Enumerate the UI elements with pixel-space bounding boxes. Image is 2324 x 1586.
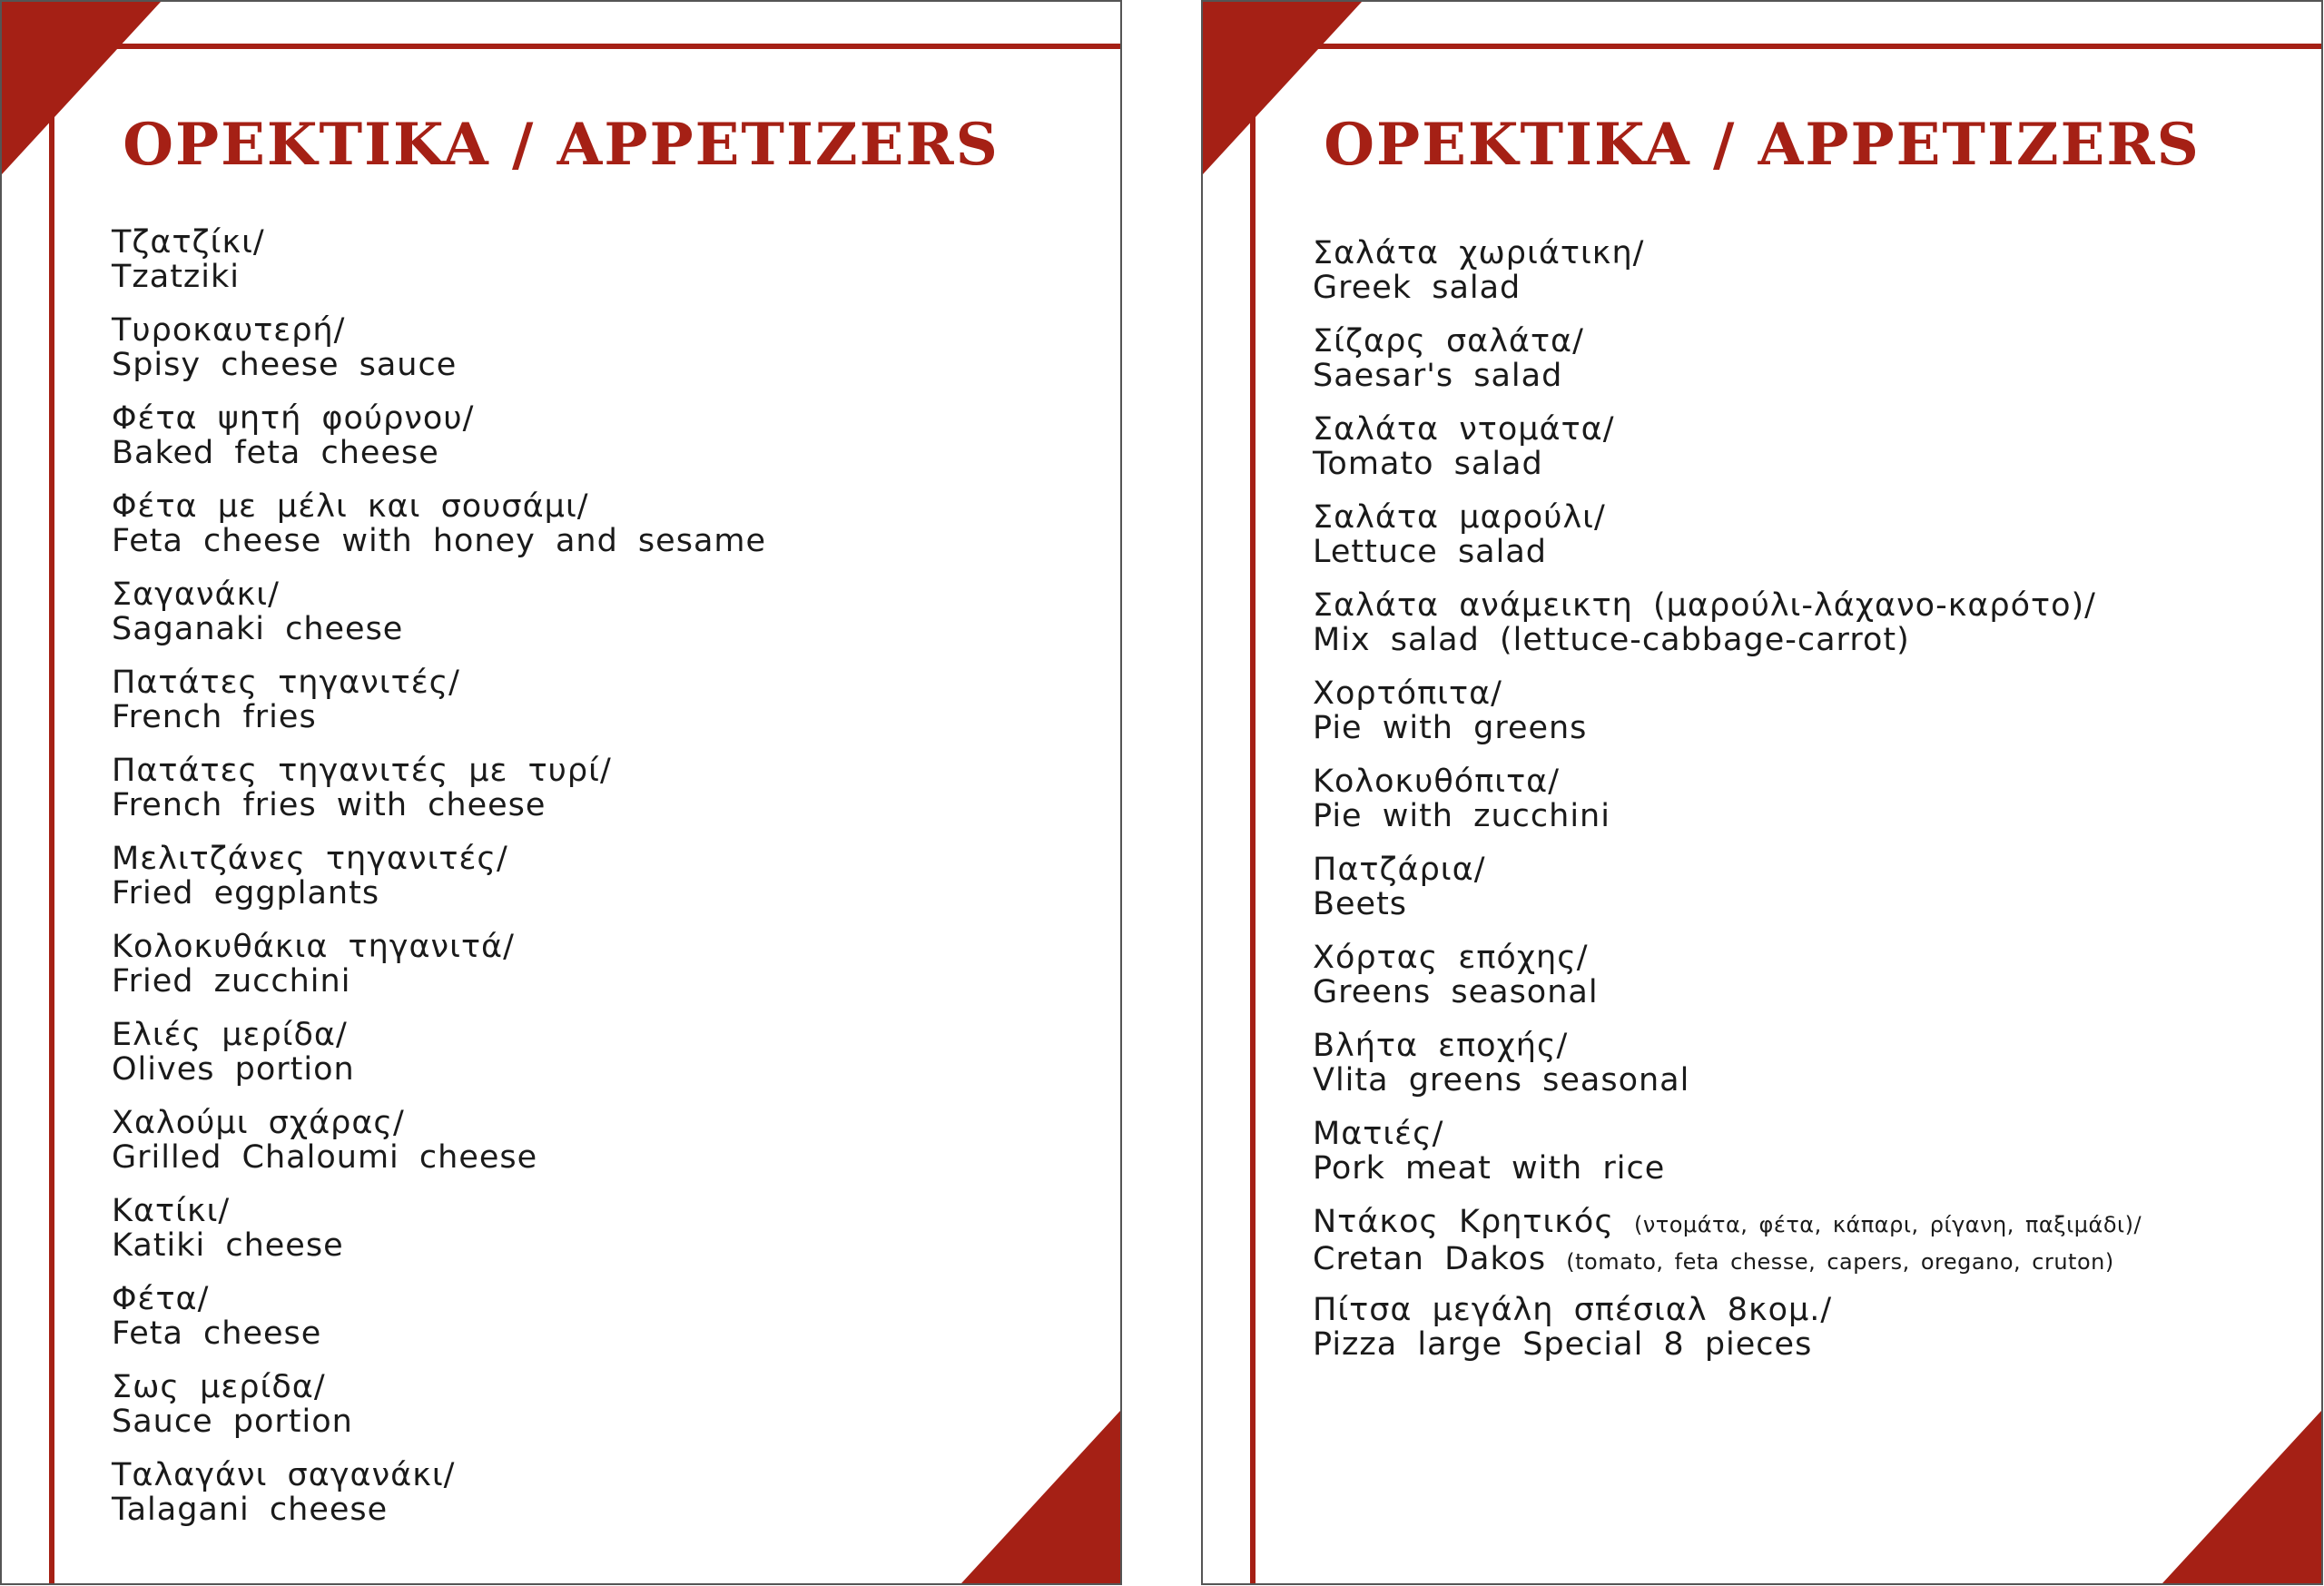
menu-item [112, 1018, 766, 1106]
item-greek-name: Σαλάτα ανάμεικτη (μαρούλι-λάχανο-καρότο)/ [1313, 587, 2096, 624]
menu-item [112, 489, 766, 577]
menu-page-left [0, 0, 1122, 1585]
menu-item [1313, 500, 2142, 588]
item-greek-name: Σαλάτα χωριάτικη/ [1313, 235, 1645, 271]
item-greek-name: Σαγανάκι/ [112, 576, 280, 613]
item-english-name: Saganaki cheese [112, 611, 404, 647]
item-greek-name: Πατζάρια/ [1313, 852, 1486, 888]
corner-decoration-bottom-right [2162, 1411, 2321, 1583]
item-greek-ingredients: (ντομάτα, φέτα, κάπαρι, ρίγανη, παξιμάδι)/ [1634, 1212, 2142, 1237]
menu-item [1313, 941, 2142, 1029]
item-greek-name: Σως μερίδα/ [112, 1369, 326, 1405]
menu-item [112, 930, 766, 1018]
menu-list [112, 225, 766, 1546]
menu-item [112, 1106, 766, 1194]
item-greek-name: Κατίκι/ [112, 1193, 231, 1229]
item-english-name: Cretan Dakos [1313, 1241, 1547, 1277]
item-english-name: Pork meat with rice [1313, 1150, 1666, 1187]
item-greek-name: Πατάτες τηγανιτές/ [112, 665, 460, 701]
item-english-name: Baked feta cheese [112, 435, 439, 471]
menu-item [1313, 852, 2142, 941]
item-greek-name: Χόρτας επόχης/ [1313, 940, 1589, 976]
item-greek-name: Φέτα με μέλι και σουσάμι/ [112, 488, 589, 525]
item-english-name: Fried eggplants [112, 875, 380, 911]
item-greek-name: Σαλάτα μαρούλι/ [1313, 499, 1606, 536]
item-english-name: Lettuce salad [1313, 534, 1548, 570]
top-rule [1203, 44, 2321, 49]
item-greek-name: Χαλούμι σχάρας/ [112, 1105, 405, 1141]
item-english-name: Tomato salad [1313, 446, 1543, 482]
left-rule [1250, 2, 1256, 1583]
menu-item [1313, 676, 2142, 764]
item-english-name: Vlita greens seasonal [1313, 1062, 1690, 1098]
item-english-name: Pie with zucchini [1313, 798, 1610, 834]
menu-item [112, 1282, 766, 1370]
item-greek-name: Βλήτα εποχής/ [1313, 1028, 1569, 1064]
item-greek-name: Ταλαγάνι σαγανάκι/ [112, 1457, 456, 1493]
menu-item [1313, 1029, 2142, 1117]
item-greek-name: Ματιές/ [1313, 1116, 1444, 1152]
corner-decoration-bottom-right [961, 1411, 1120, 1583]
item-greek-name: Κολοκυθάκια τηγανιτά/ [112, 929, 515, 965]
item-english-name: Fried zucchini [112, 963, 351, 1000]
item-english-name: Tzatziki [112, 259, 241, 295]
item-greek-name: Πίτσα μεγάλη σπέσιαλ 8κομ./ [1313, 1292, 1833, 1328]
menu-item [1313, 588, 2142, 676]
item-english-name: Mix salad (lettuce-cabbage-carrot) [1313, 622, 1910, 658]
menu-item [112, 577, 766, 665]
item-greek-name: Μελιτζάνες τηγανιτές/ [112, 841, 508, 877]
menu-item [112, 754, 766, 842]
item-english-name: Pie with greens [1313, 710, 1588, 746]
menu-item [1313, 764, 2142, 852]
menu-item [1313, 1293, 2142, 1381]
menu-item [112, 665, 766, 754]
menu-item [1313, 1205, 2142, 1293]
item-greek-name: Χορτόπιτα/ [1313, 675, 1502, 712]
item-english-name: Spisy cheese sauce [112, 347, 458, 383]
menu-item [112, 313, 766, 401]
item-english-ingredients: (tomato, feta chesse, capers, oregano, cruton) [1566, 1249, 2114, 1275]
menu-item [1313, 236, 2142, 324]
item-greek-name: Κολοκυθόπιτα/ [1313, 763, 1561, 800]
item-english-name: Saesar's salad [1313, 358, 1563, 394]
item-greek-name: Ελιές μερίδα/ [112, 1017, 348, 1053]
item-english-name: French fries with cheese [112, 787, 547, 823]
menu-item [112, 842, 766, 930]
item-english-name: Katiki cheese [112, 1227, 344, 1264]
item-english-name: Pizza large Special 8 pieces [1313, 1326, 1813, 1363]
item-greek-name: Σαλάτα ντομάτα/ [1313, 411, 1615, 448]
item-english-name: Feta cheese with honey and sesame [112, 523, 767, 559]
item-greek-name: Ντάκος Κρητικός [1313, 1204, 1614, 1240]
menu-item [112, 401, 766, 489]
item-english-name: Sauce portion [112, 1404, 353, 1440]
menu-item [112, 1194, 766, 1282]
item-english-name: Olives portion [112, 1051, 355, 1088]
item-english-name: Grilled Chaloumi cheese [112, 1139, 538, 1176]
top-rule [2, 44, 1120, 49]
item-greek-name: Πατάτες τηγανιτές με τυρί/ [112, 753, 612, 789]
item-english-name: Greens seasonal [1313, 974, 1599, 1010]
item-greek-name: Τζατζίκι/ [112, 224, 265, 261]
item-english-line [1313, 1242, 2142, 1279]
item-greek-name: Τυροκαυτερή/ [112, 312, 346, 349]
item-english-name: French fries [112, 699, 317, 735]
menu-item [112, 1370, 766, 1458]
menu-item [112, 1458, 766, 1546]
menu-item [1313, 1117, 2142, 1205]
page-title: OPEKTIKA / APPETIZERS [123, 111, 1000, 179]
menu-item [112, 225, 766, 313]
item-english-name: Beets [1313, 886, 1408, 922]
item-greek-name: Φέτα/ [112, 1281, 210, 1317]
menu-page-right [1201, 0, 2323, 1585]
menu-item [1313, 324, 2142, 412]
item-english-name: Greek salad [1313, 270, 1521, 306]
menu-list [1313, 236, 2142, 1381]
item-english-name: Talagani cheese [112, 1492, 389, 1528]
item-greek-line [1313, 1205, 2142, 1242]
page-title: OPEKTIKA / APPETIZERS [1324, 111, 2201, 179]
item-greek-name: Σίζαρς σαλάτα/ [1313, 323, 1584, 360]
item-greek-name: Φέτα ψητή φούρνου/ [112, 400, 475, 437]
left-rule [49, 2, 54, 1583]
menu-item [1313, 412, 2142, 500]
item-english-name: Feta cheese [112, 1315, 322, 1352]
